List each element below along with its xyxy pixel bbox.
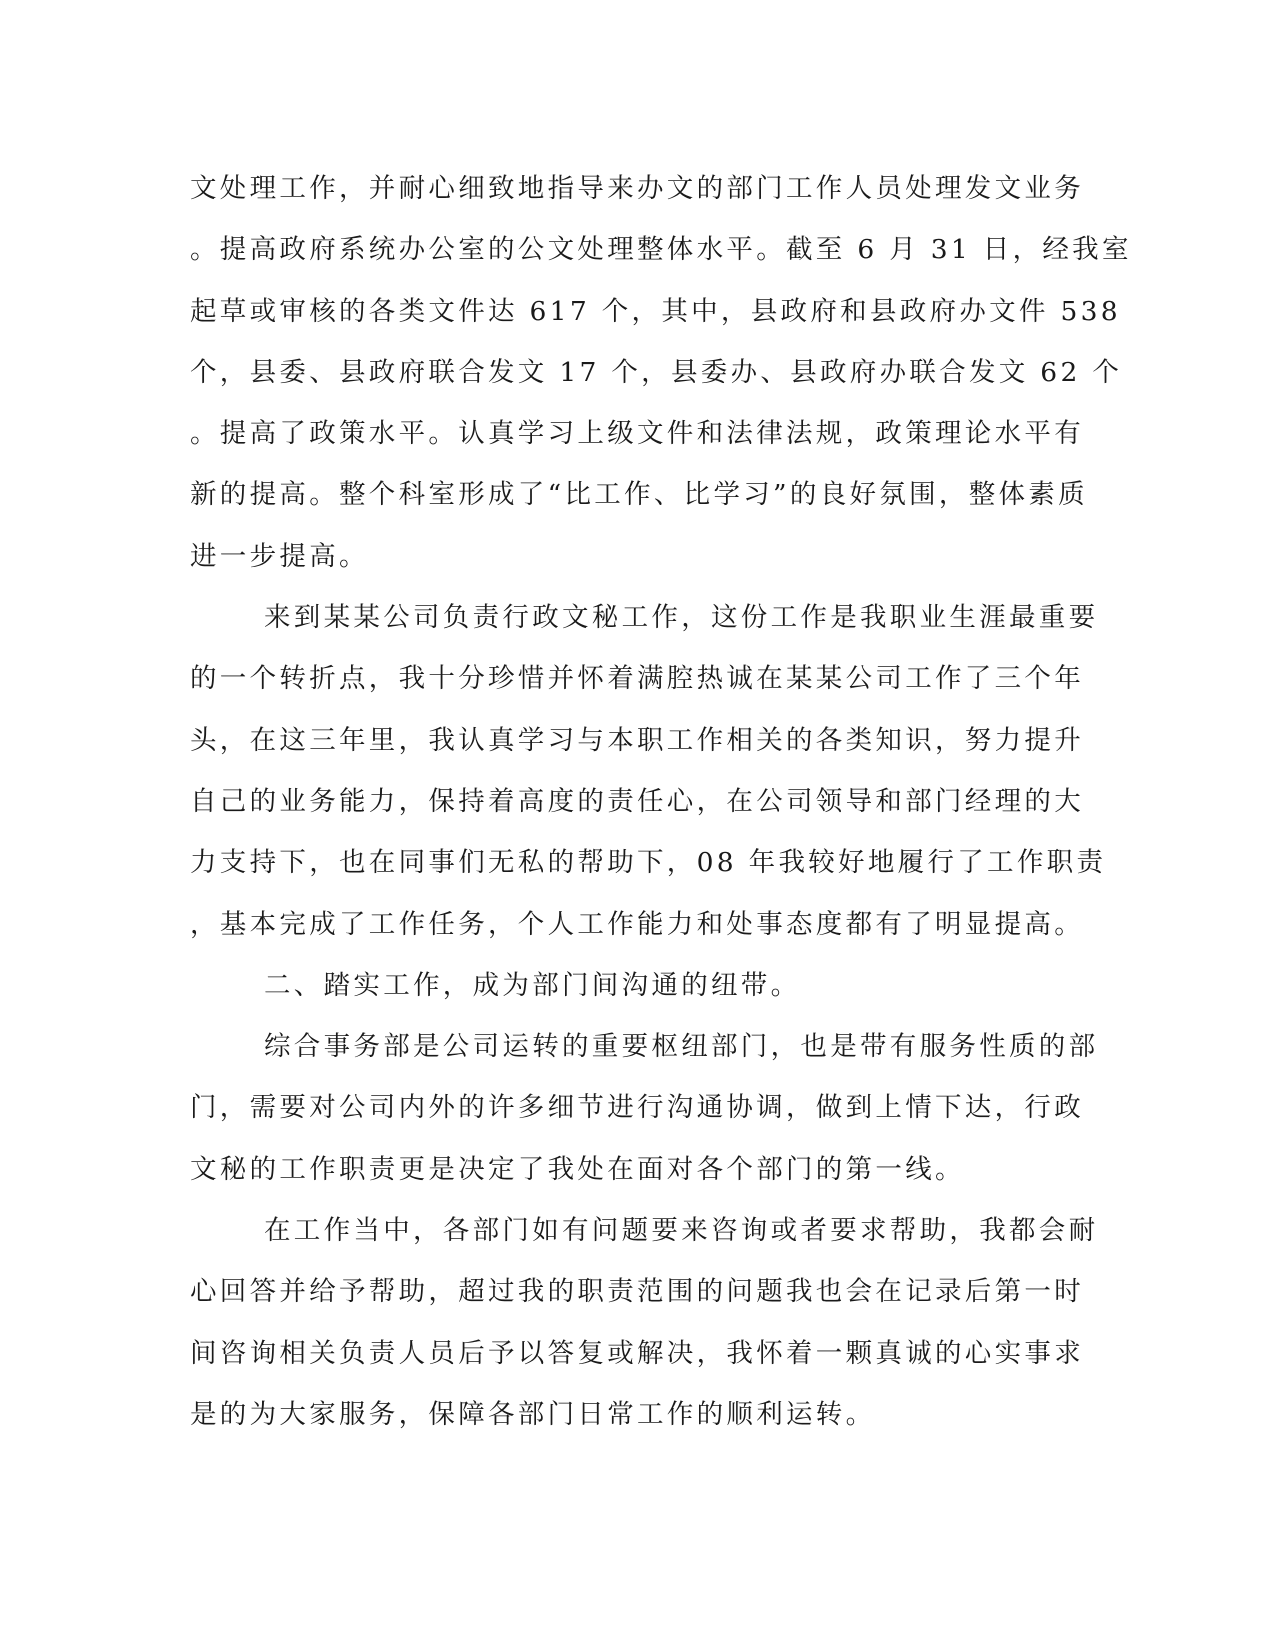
text-line: 门，需要对公司内外的许多细节进行沟通协调，做到上情下达，行政	[190, 1092, 1084, 1124]
text-line: 的一个转折点，我十分珍惜并怀着满腔热诚在某某公司工作了三个年	[190, 663, 1084, 695]
text-line: ，基本完成了工作任务，个人工作能力和处事态度都有了明显提高。	[190, 908, 1084, 940]
paragraph-start-line: 来到某某公司负责行政文秘工作，这份工作是我职业生涯最重要	[264, 602, 1099, 634]
text-line: 文处理工作，并耐心细致地指导来办文的部门工作人员处理发文业务	[190, 173, 1084, 204]
text-line: 新的提高。整个科室形成了“比工作、比学习”的良好氛围，整体素质	[190, 479, 1088, 511]
text-line: 。提高了政策水平。认真学习上级文件和法律法规，政策理论水平有	[190, 418, 1084, 450]
text-line: 自己的业务能力，保持着高度的责任心，在公司领导和部门经理的大	[190, 785, 1084, 817]
text-line: 个，县委、县政府联合发文 17 个，县委办、县政府办联合发文 62 个	[190, 356, 1123, 388]
paragraph-start-line: 在工作当中，各部门如有问题要来咨询或者要求帮助，我都会耐	[264, 1215, 1099, 1247]
paragraph-start-line: 综合事务部是公司运转的重要枢纽部门，也是带有服务性质的部	[264, 1031, 1099, 1063]
text-line: 进一步提高。	[190, 540, 369, 572]
document-body	[190, 158, 1132, 1445]
text-line: 。提高政府系统办公室的公文处理整体水平。截至 6 月 31 日，经我室	[190, 234, 1132, 266]
text-line: 心回答并给予帮助，超过我的职责范围的问题我也会在记录后第一时	[190, 1276, 1084, 1308]
text-line: 文秘的工作职责更是决定了我处在面对各个部门的第一线。	[190, 1153, 965, 1185]
text-line: 头，在这三年里，我认真学习与本职工作相关的各类知识，努力提升	[190, 724, 1084, 756]
section-heading: 二、踏实工作，成为部门间沟通的纽带。	[264, 969, 801, 1001]
text-line: 力支持下，也在同事们无私的帮助下，08 年我较好地履行了工作职责	[190, 847, 1107, 879]
text-line: 间咨询相关负责人员后予以答复或解决，我怀着一颗真诚的心实事求	[190, 1337, 1084, 1369]
text-line: 起草或审核的各类文件达 617 个，其中，县政府和县政府办文件 538	[190, 295, 1121, 327]
text-line: 是的为大家服务，保障各部门日常工作的顺利运转。	[190, 1398, 876, 1430]
